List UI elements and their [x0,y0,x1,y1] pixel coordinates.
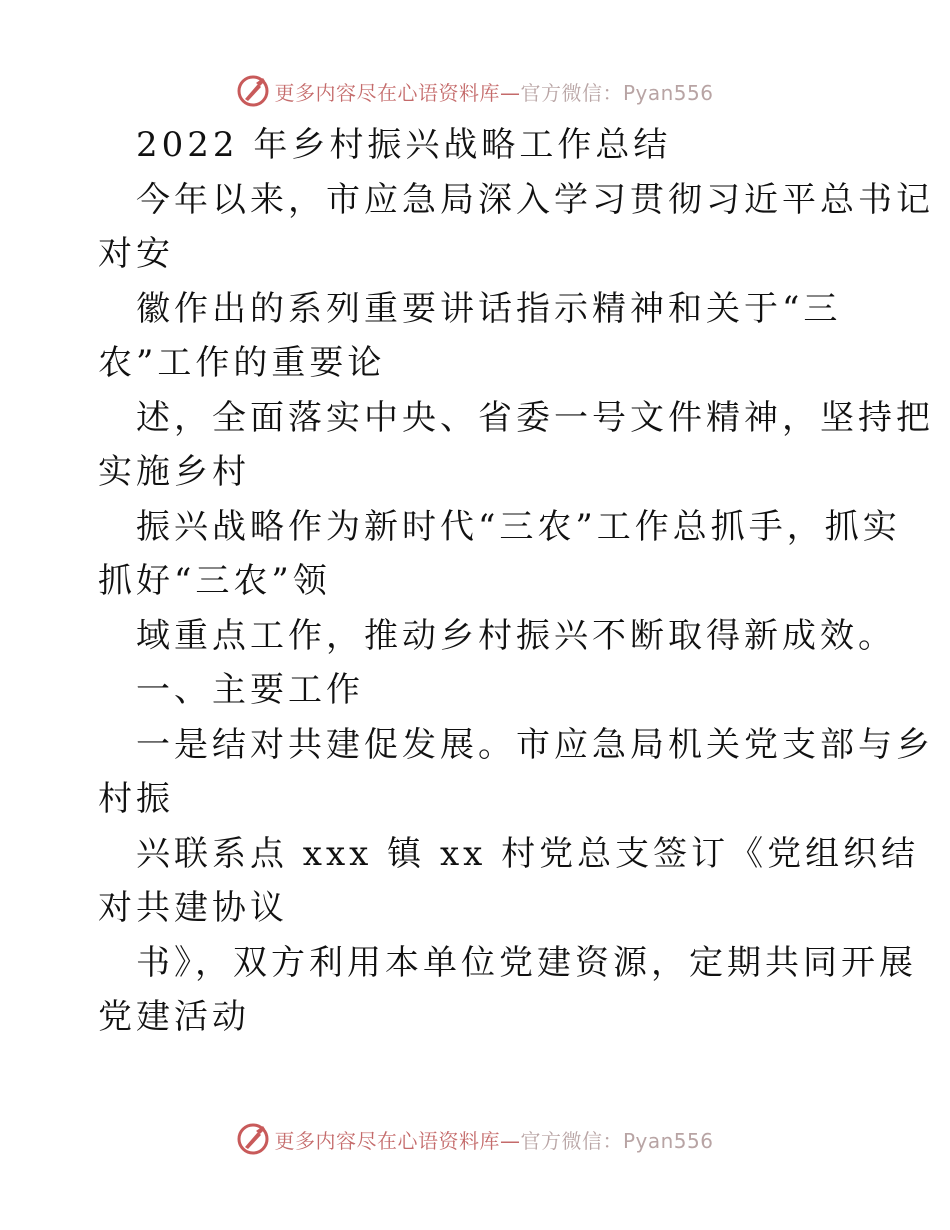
header-watermark-text: 更多内容尽在心语资料库— [274,80,521,105]
text-line: 农”工作的重要论 [98,343,386,383]
text-line: 徽作出的系列重要讲话指示精神和关于“三 [136,288,842,329]
text-line: 书》，双方利用本单位党建资源，定期共同开展 [136,942,917,983]
pen-logo-icon [236,1122,270,1156]
text-line: 党建活动 [98,997,250,1037]
text-line: 兴联系点 xxx 镇 xx 村党总支签订《党组织结 [136,833,920,874]
pen-logo-icon [236,74,270,108]
text-line: 村振 [98,779,174,819]
text-line: 抓好“三农”领 [98,561,331,601]
footer-watermark [0,1122,950,1156]
section-heading: 一、主要工作 [136,670,364,710]
footer-watermark-text: 更多内容尽在心语资料库— [274,1128,521,1153]
text-line: 一是结对共建促发展。市应急局机关党支部与乡 [136,724,934,765]
document-body [98,118,934,1045]
header-watermark [0,74,950,108]
text-line: 今年以来，市应急局深入学习贯彻习近平总书记 [136,179,934,220]
text-line: 振兴战略作为新时代“三农”工作总抓手，抓实 [136,506,901,547]
text-line: 实施乡村 [98,452,250,492]
text-line: 域重点工作，推动乡村振兴不断取得新成效。 [136,615,896,656]
text-line: 对共建协议 [98,888,288,928]
text-line: 述，全面落实中央、省委一号文件精神，坚持把 [136,397,934,438]
document-title: 2022 年乡村振兴战略工作总结 [136,125,672,165]
header-watermark-wechat: 官方微信：Pyan556 [520,80,714,105]
text-line: 对安 [98,234,174,274]
footer-watermark-wechat: 官方微信：Pyan556 [520,1128,714,1153]
